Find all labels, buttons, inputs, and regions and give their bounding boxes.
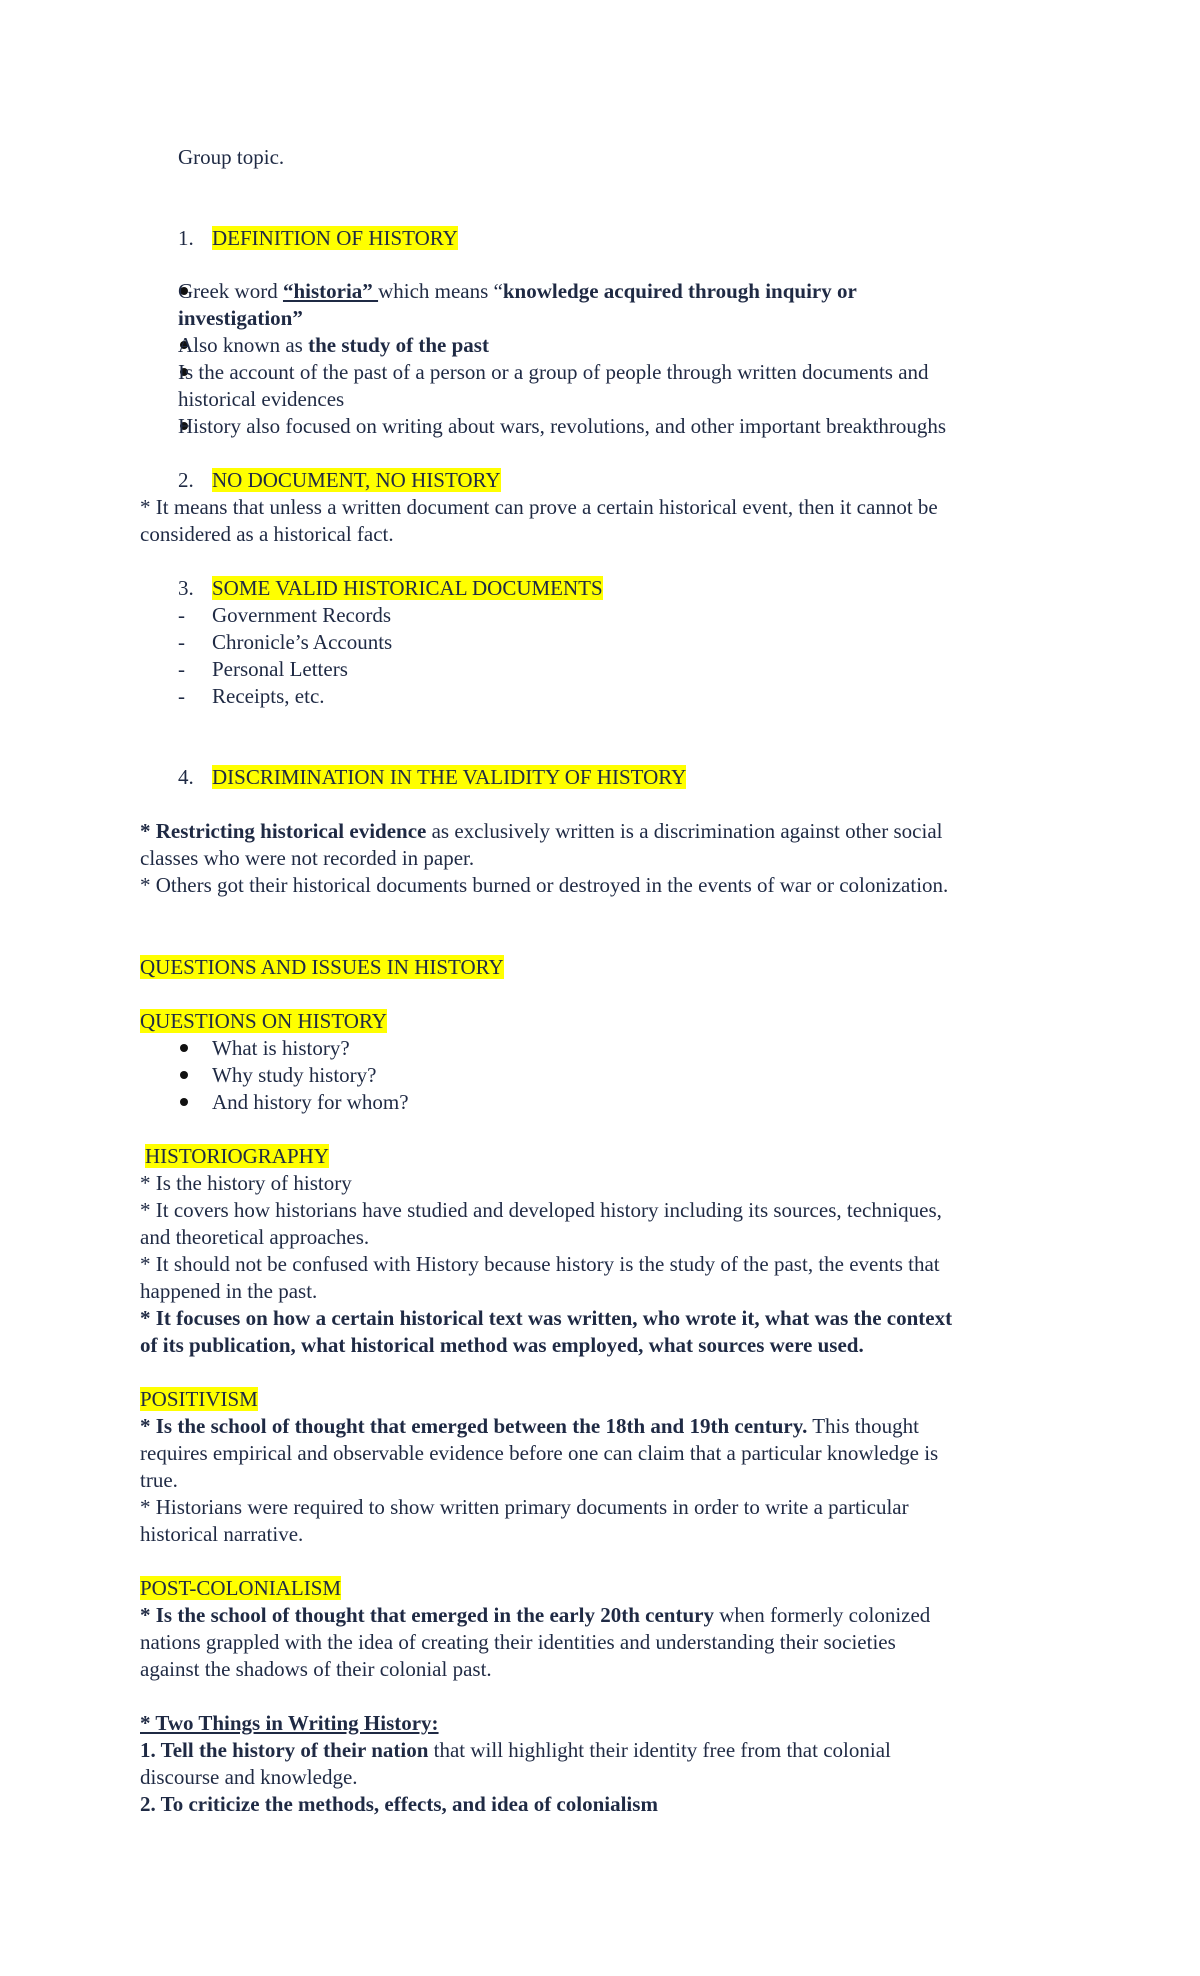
pos-heading-text: POSITIVISM xyxy=(140,1387,258,1411)
s3-heading xyxy=(212,575,603,602)
s3-item: Receipts, etc. xyxy=(212,684,325,708)
s1-bullet-3-line-2: historical evidences xyxy=(178,387,345,411)
s3-item: Chronicle’s Accounts xyxy=(212,630,393,654)
s1-b1-a: Greek word xyxy=(178,279,283,303)
s4-line-2: classes who were not recorded in paper. xyxy=(140,846,475,870)
s1-heading-text: DEFINITION OF HISTORY xyxy=(212,226,458,250)
hist-line-1: * Is the history of history xyxy=(140,1171,352,1195)
s3-item: Personal Letters xyxy=(212,657,348,681)
s4-heading xyxy=(212,764,686,791)
s1-bullet-1-line-1 xyxy=(178,278,857,305)
s4-number: 4. xyxy=(178,765,194,789)
pos-line-1 xyxy=(140,1413,919,1440)
bullet-icon xyxy=(180,1071,188,1079)
s3-heading-text: SOME VALID HISTORICAL DOCUMENTS xyxy=(212,576,603,600)
s1-bullet-3-line-1: Is the account of the past of a person or a group of people through written documents and xyxy=(178,360,929,384)
dash-marker: - xyxy=(178,657,185,681)
hist-heading-text: HISTORIOGRAPHY xyxy=(145,1144,329,1168)
s1-bullet-4: History also focused on writing about wars, revolutions, and other important breakthroughs xyxy=(178,414,947,438)
s1-b1-historia: “historia” xyxy=(282,279,379,303)
post-line-1 xyxy=(140,1602,930,1629)
s1-b1-d: knowledge acquired through inquiry or xyxy=(502,279,857,303)
s1-bullet-1-line-2: investigation” xyxy=(178,306,303,330)
two-line-2: discourse and knowledge. xyxy=(140,1765,358,1789)
s4-l1-rest: as exclusively written is a discrimination against other social xyxy=(426,819,943,843)
pos-heading xyxy=(140,1386,258,1413)
bullet-icon xyxy=(180,1098,188,1106)
s1-b2-a: Also known as xyxy=(178,333,309,357)
qi-heading xyxy=(140,954,504,981)
two-l1-rest: that will highlight their identity free from that colonial xyxy=(428,1738,891,1762)
group-topic: Group topic. xyxy=(178,145,285,169)
post-heading-text: POST-COLONIALISM xyxy=(140,1576,342,1600)
hist-line-7: of its publication, what historical method was employed, what sources were used. xyxy=(140,1333,864,1357)
s1-b1-c: which means “ xyxy=(378,279,503,303)
dash-marker: - xyxy=(178,603,185,627)
hist-line-3: and theoretical approaches. xyxy=(140,1225,370,1249)
s3-number: 3. xyxy=(178,576,194,600)
hist-line-5: happened in the past. xyxy=(140,1279,318,1303)
qi-heading-text: QUESTIONS AND ISSUES IN HISTORY xyxy=(140,955,504,979)
pos-line-5: historical narrative. xyxy=(140,1522,304,1546)
qh-item: Why study history? xyxy=(212,1063,377,1087)
post-line-2: nations grappled with the idea of creating their identities and understanding their societies xyxy=(140,1630,896,1654)
s2-heading xyxy=(212,467,501,494)
qh-item: And history for whom? xyxy=(212,1090,409,1114)
pos-line-2: requires empirical and observable evidence before one can claim that a particular knowledge is xyxy=(140,1441,939,1465)
pos-line-4: * Historians were required to show written primary documents in order to write a particular xyxy=(140,1495,909,1519)
two-l1-bold: 1. Tell the history of their nation xyxy=(140,1738,429,1762)
s3-item: Government Records xyxy=(212,603,392,627)
s4-line-3: * Others got their historical documents burned or destroyed in the events of war or colonization. xyxy=(140,873,949,897)
s1-number: 1. xyxy=(178,226,194,250)
qh-heading-text: QUESTIONS ON HISTORY xyxy=(140,1009,387,1033)
dash-marker: - xyxy=(178,684,185,708)
post-l1-rest: when formerly colonized xyxy=(713,1603,931,1627)
hist-heading xyxy=(145,1143,329,1170)
s2-heading-text: NO DOCUMENT, NO HISTORY xyxy=(212,468,501,492)
two-heading: * Two Things in Writing History: xyxy=(140,1711,439,1735)
hist-line-6: * It focuses on how a certain historical text was written, who wrote it, what was the context xyxy=(140,1306,953,1330)
s2-line-1: * It means that unless a written document can prove a certain historical event, then it cannot be xyxy=(140,495,938,519)
s1-heading xyxy=(212,225,458,252)
pos-line-3: true. xyxy=(140,1468,178,1492)
s1-b2-b: the study of the past xyxy=(308,333,489,357)
hist-line-2: * It covers how historians have studied and developed history including its sources, techniques, xyxy=(140,1198,942,1222)
post-l1-bold: * Is the school of thought that emerged in the early 20th century xyxy=(140,1603,714,1627)
s2-number: 2. xyxy=(178,468,194,492)
qh-item: What is history? xyxy=(212,1036,350,1060)
bullet-icon xyxy=(180,1044,188,1052)
qh-heading xyxy=(140,1008,387,1035)
two-line-3: 2. To criticize the methods, effects, and idea of colonialism xyxy=(140,1792,658,1816)
pos-l1-rest: This thought xyxy=(807,1414,919,1438)
dash-marker: - xyxy=(178,630,185,654)
two-line-1 xyxy=(140,1737,891,1764)
post-line-3: against the shadows of their colonial past. xyxy=(140,1657,492,1681)
s4-line-1 xyxy=(140,818,942,845)
s1-bullet-2 xyxy=(178,332,489,359)
s4-heading-text: DISCRIMINATION IN THE VALIDITY OF HISTORY xyxy=(212,765,687,789)
s2-line-2: considered as a historical fact. xyxy=(140,522,394,546)
post-heading xyxy=(140,1575,341,1602)
hist-line-4: * It should not be confused with History because history is the study of the past, the events that xyxy=(140,1252,940,1276)
s4-l1-bold: * Restricting historical evidence xyxy=(140,819,427,843)
pos-l1-bold: * Is the school of thought that emerged between the 18th and 19th century. xyxy=(140,1414,808,1438)
